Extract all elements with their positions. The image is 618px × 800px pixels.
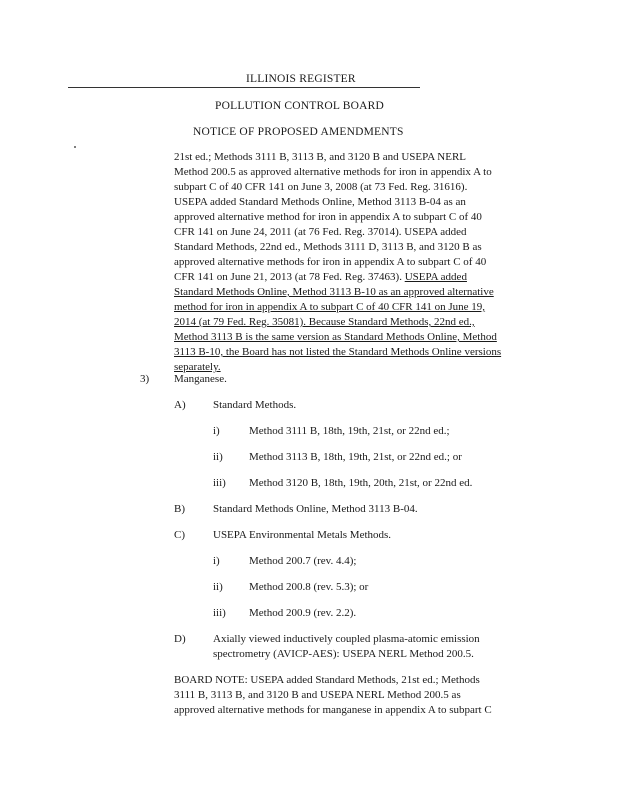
inserted-line: separately.: [174, 361, 221, 373]
continuation-paragraph: [174, 150, 546, 375]
sub-letter: B): [174, 503, 185, 515]
sub-title: Standard Methods.: [213, 399, 297, 411]
scan-speck: [74, 146, 76, 148]
inserted-line: 3113 B-10, the Board has not listed the Standard Methods Online versions: [174, 346, 502, 358]
list-item-text: Method 3111 B, 18th, 19th, 21st, or 22nd ed.;: [249, 425, 450, 437]
list-item-number: ii): [213, 581, 223, 593]
paragraph-line: 21st ed.; Methods 3111 B, 3113 B, and 3120 B and USEPA NERL: [174, 151, 467, 163]
inserted-line: Standard Methods Online, Method 3113 B-10 as an approved alternative: [174, 286, 494, 298]
list-item-text: Method 200.9 (rev. 2.2).: [249, 607, 357, 619]
board-note: [174, 673, 546, 718]
list-item-number: i): [213, 555, 220, 567]
list-item-number: ii): [213, 451, 223, 463]
sub-title: Standard Methods Online, Method 3113 B-04.: [213, 503, 418, 515]
paragraph-line: approved alternative method for iron in appendix A to subpart C of 40: [174, 211, 482, 223]
sub-title-line: Axially viewed inductively coupled plasma-atomic emission: [213, 633, 480, 645]
board-note-line: BOARD NOTE: USEPA added Standard Methods, 21st ed.; Methods: [174, 674, 480, 686]
list-item-text: Method 3113 B, 18th, 19th, 21st, or 22nd ed.; or: [249, 451, 462, 463]
sub-letter: C): [174, 529, 185, 541]
paragraph-line: USEPA added Standard Methods Online, Method 3113 B-04 as an: [174, 196, 466, 208]
inserted-line: 2014 (at 79 Fed. Reg. 35081). Because Standard Methods, 22nd ed.,: [174, 316, 475, 328]
inserted-text: USEPA added: [404, 271, 467, 283]
paragraph-text: CFR 141 on June 21, 2013 (at 78 Fed. Reg. 37463).: [174, 271, 405, 283]
paragraph-line-mixed: [174, 270, 546, 285]
paragraph-line: approved alternative methods for iron in appendix A to subpart C of 40: [174, 256, 487, 268]
list-item-number: iii): [213, 477, 226, 489]
paragraph-line: Method 200.5 as approved alternative methods for iron in appendix A to: [174, 166, 492, 178]
header-rule: [68, 87, 420, 88]
sub-title: USEPA Environmental Metals Methods.: [213, 529, 392, 541]
notice-title: NOTICE OF PROPOSED AMENDMENTS: [193, 126, 404, 138]
inserted-line: method for iron in appendix A to subpart C of 40 CFR 141 on June 19,: [174, 301, 486, 313]
list-item-text: Method 200.8 (rev. 5.3); or: [249, 581, 369, 593]
item-title: Manganese.: [174, 373, 227, 385]
paragraph-line: CFR 141 on June 24, 2011 (at 76 Fed. Reg. 37014). USEPA added: [174, 226, 467, 238]
list-item-text: Method 3120 B, 18th, 19th, 20th, 21st, or 22nd ed.: [249, 477, 473, 489]
sub-letter: D): [174, 633, 186, 645]
board-note-line: 3111 B, 3113 B, and 3120 B and USEPA NERL Method 200.5 as: [174, 689, 461, 701]
board-title: POLLUTION CONTROL BOARD: [215, 100, 385, 112]
board-note-line: approved alternative methods for manganese in appendix A to subpart C: [174, 704, 492, 716]
sub-title-line: spectrometry (AVICP-AES): USEPA NERL Method 200.5.: [213, 648, 474, 660]
item-number: 3): [140, 373, 150, 385]
list-item-number: i): [213, 425, 220, 437]
list-item-number: iii): [213, 607, 226, 619]
register-title: ILLINOIS REGISTER: [246, 73, 356, 85]
list-item-text: Method 200.7 (rev. 4.4);: [249, 555, 357, 567]
paragraph-line: Standard Methods, 22nd ed., Methods 3111 D, 3113 B, and 3120 B as: [174, 241, 482, 253]
sub-letter: A): [174, 399, 186, 411]
paragraph-line: subpart C of 40 CFR 141 on June 3, 2008 (at 73 Fed. Reg. 31616).: [174, 181, 468, 193]
inserted-line: Method 3113 B is the same version as Standard Methods Online, Method: [174, 331, 497, 343]
